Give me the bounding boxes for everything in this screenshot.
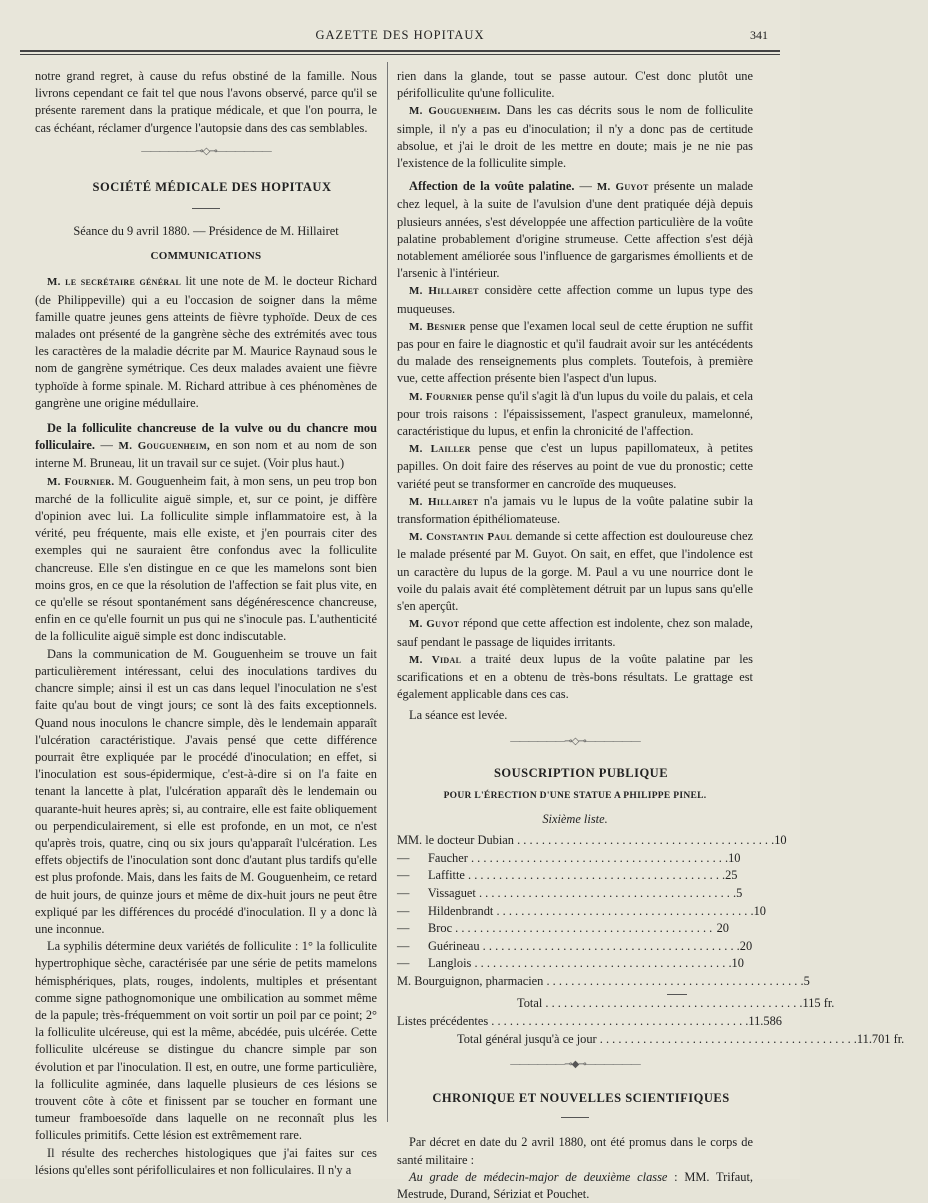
speaker-name: M. Fournier. (47, 475, 115, 488)
donor-amount: 10 (753, 903, 766, 918)
speaker-name: M. Guyot (596, 181, 649, 194)
paragraph-text: répond que cette affection est indolente, chez son malade, sauf pendant le passage de liquides irritants. (397, 616, 753, 649)
page-number: 341 (750, 28, 768, 42)
paragraph: La séance est levée. (409, 708, 508, 723)
donor-amount: 10 (728, 850, 741, 865)
previous-lists-row (397, 1013, 782, 1031)
speaker-name: M. Guyot (409, 618, 460, 631)
section-title: SOCIÉTÉ MÉDICALE DES HOPITAUX (92, 179, 332, 194)
left-column (35, 68, 377, 1179)
donor-name: — Faucher . . . (397, 850, 728, 868)
speaker-name: M. Constantin Paul (409, 531, 513, 544)
paragraph-text: pense que c'est un lupus papillomateux, à petites papilles. On doit faire des réserves au point de vue du pronostic; cette variété peut se transformer en cancroïde des muqueuses. (397, 441, 753, 491)
donor-name: — Vissaguet . . . (397, 885, 736, 903)
grand-total-label: Total général jusqu'à ce jour . . . (397, 1031, 857, 1049)
speaker-name: M. Fournier (409, 390, 473, 403)
subsection-heading: COMMUNICATIONS (150, 250, 262, 263)
donor-amount: 10 (774, 833, 787, 848)
paragraph (397, 282, 753, 317)
donor-row (397, 903, 766, 921)
column-divider (387, 62, 388, 1122)
donor-amount: 25 (725, 868, 738, 883)
speaker-name: M. le secrétaire général (47, 276, 182, 289)
speaker-name: M. Hillairet (409, 285, 479, 298)
right-column (397, 68, 905, 1203)
short-rule (192, 208, 220, 209)
paragraph: Dans la communication de M. Gouguenheim se trouve un fait particulièrement intéressant, celui des inoculations tardives du chancre simple; ainsi il est un cas dans lequel l'inoculation ne s'est faite qu'au bout de vingt jours; ce sont là des faits exceptionnels. Quand nous inoculons le chancre simple, dès le lendemain apparaît l'ulcération caractéristique. J'avais pensé que cette différence pourrait être expliquée par le procédé d'inoculation; en effet, si l'inoculation est sous-épidermique, c'est-à-dire si on l'a faite en tenant la lancette à plat, l'ulcération apparaît dès le lendemain ou quarante-huit heures après; si, au contraire, elle est faite obliquement ou perpendiculairement, si elle est profonde, en un mot, ce n'est qu'après trois, quatre, cinq ou six jours qu'apparaît l'ulcération. Les effets objectifs de l'inoculation sont donc d'autant plus tardifs qu'elle est plus profonde. Mais, dans les faits de M. Gouguenheim, ce retard de huit jours, de quinze jours et même de dix-huit jours ne peut être expliqué par les différences du procédé d'inoculation. Il y a donc là une inconnue. (35, 646, 377, 936)
ornament-divider: ——————⊸◇⊸—————— (510, 735, 640, 747)
donor-name: — Guérineau . . . (397, 938, 740, 956)
paragraph: La syphilis détermine deux variétés de folliculite : 1° la folliculite hypertrophique sèche, caractérisée par une série de petits mamelons hémisphériques, plats, rouges, indolents, multiples et présentant comme signe pathognomonique une ombilication au sommet même de la papule; très-fréquemment on voit sortir un poil par ce point; 2° la folliculite ulcéreuse, qui est la même, abcédée, puis ulcérée. Cette folliculite ulcéreuse se distingue du chancre simple par son évolution et par l'inoculation. Il est, en outre, une forme particulière, la folliculite agminée, dans laquelle plusieurs de ces lésions se trouvent côte à côte et finissent par se toucher en formant une tumeur framboesoïde dans laquelle on ne reconnaît plus les follicules primitifs. Cette lésion est extrêmement rare. (35, 939, 377, 1143)
grand-total-row (397, 1031, 905, 1049)
paragraph (397, 318, 753, 388)
paragraph-text: lit une note de M. le docteur Richard (de Philippeville) qui a eu l'occasion de soigner dans la même famille quatre jeunes gens atteints de fièvre typhoïde. Deux de ces malades ont présenté de la gangrène sèche des extrémités avec tous les caractères de la maladie décrite par M. Maurice Raynaud sous le nom de gangrène symétrique. Ces deux malades avaient une fièvre typhoïde à forme spinale. M. Richard attribue à ces phénomènes de gangrène une origine médullaire. (35, 274, 377, 410)
donor-row (397, 938, 753, 956)
donor-amount: 10 (731, 956, 744, 971)
paragraph-text: M. Gouguenheim fait, à mon sens, un peu trop bon marché de la folliculite aiguë simple, et, sur ce point, je diffère d'opinion avec lui. La folliculite simple inflammatoire est, à la vérité, peu fréquente, mais elle existe, et j'en pourrais citer des exemples qui ne sauraient être confondus avec la folliculite chancreuse. Elle s'en distingue en ce que les mamelons sont bien moins gros, en ce que la résolution de l'affection se fait plus vite, en ce qu'elle se résout spontanément sans dégénérescence chancreuse, enfin en ce qu'elle fournit un pus qui ne s'inocule pas. L'authenticité de la folliculite aiguë simple est donc indiscutable. (35, 473, 377, 644)
total-label: Total . . . (397, 995, 803, 1013)
paragraph-text: pense qu'il s'agit là d'un lupus du voile du palais, et cela pour trois raisons : l'épaississement, l'aspect granuleux, mamelonné, caractéristique du lupus, et enfin la chronicité de l'affection. (397, 388, 753, 439)
speaker-name: M. Gouguenheim, (118, 440, 211, 453)
paragraph-text: considère cette affection comme un lupus type des muqueuses. (397, 283, 753, 316)
donor-row (397, 850, 753, 868)
topic-title: De la folliculite chancreuse de la vulve ou du chancre mou folliculaire. (35, 421, 377, 453)
paragraph: Affection de la voûte palatine. — M. Guyot présente un malade chez lequel, à la suite de l'avulsion d'une dent pratiquée déjà depuis plusieurs années, s'est développée une affection particulière de la voûte palatine probablement d'origine strumeuse. Cette affection s'est déjà notablement améliorée sous l'influence de gargarismes émollients et de l'arsenic à l'intérieur. (397, 179, 754, 281)
donor-name: M. Bourguignon, pharmacien . . . (397, 973, 804, 991)
paragraph (397, 528, 753, 615)
paragraph-text: Dans les cas décrits sous le nom de folliculite simple, il n'y a pas eu d'inoculation; il n'y a donc pas de certitude absolue, et j'ai le droit de les mettre en doute; mais je ne nie pas l'existence de la folliculite simple. (397, 103, 753, 171)
previous-lists-value: 11.586 (748, 1014, 782, 1029)
ornament-divider: ——————⊸◇⊸—————— (141, 145, 271, 157)
speaker-name: M. Besnier (409, 320, 466, 333)
short-rule (561, 1117, 589, 1118)
donor-row (397, 920, 753, 938)
paragraph-text: pense que l'examen local seul de cette éruption ne suffit pas pour en faire le diagnostic et qu'il faudrait avoir sur les antécédents du malade des renseignements plus complets. Toutefois, à première vue, cette affection présente bien l'aspect d'un lupus. (397, 318, 753, 386)
paragraph (397, 440, 753, 493)
speaker-name: M. Lailler (409, 443, 471, 456)
donor-name: — Hildenbrandt . . . (397, 903, 754, 921)
paragraph-text: a traité deux lupus de la voûte palatine par les scarifications et en a obtenu de très-bons résultats. Le grattage est également applicable dans ces cas. (397, 651, 754, 702)
donor-list (397, 832, 810, 990)
paragraph (35, 473, 377, 646)
grade-lead: Au grade de médecin-major de deuxième classe (409, 1169, 668, 1184)
donor-name: — Broc . . . (397, 920, 712, 938)
donor-name: — Laffitte . . . (397, 867, 725, 885)
paragraph (397, 651, 753, 704)
donor-amount: 5 (736, 885, 743, 900)
donor-amount: 20 (716, 921, 729, 936)
paragraph-text: : MM. Trifaut, Mestrude, Durand, Sériziat et Pouchet. (397, 1169, 754, 1202)
donor-amount: 20 (739, 938, 753, 953)
donor-name: — Langlois . . . (397, 955, 732, 973)
speaker-name: M. Vidal (409, 653, 462, 666)
previous-lists-label: Listes précédentes . . . (397, 1013, 748, 1031)
page-header (20, 28, 780, 48)
donor-row (397, 885, 753, 903)
donor-row (397, 867, 753, 885)
ornament-divider: ——————⊸◆⊸—————— (510, 1059, 640, 1071)
donor-row (397, 955, 753, 973)
list-heading: Sixième liste. (542, 811, 608, 826)
paragraph-text: n'a jamais vu le lupus de la voûte palatine subir la transformation épithéliomateuse. (397, 493, 753, 527)
paragraph-text: en son nom et au nom de son interne M. Bruneau, lit un travail sur ce sujet. (Voir plus haut.) (35, 438, 377, 471)
donor-row (397, 973, 810, 991)
donor-row (397, 832, 787, 850)
total-value: 115 fr. (802, 996, 835, 1011)
speaker-name: M. Gouguenheim. (409, 105, 501, 118)
grand-total-value: 11.701 fr. (856, 1031, 905, 1046)
paragraph (397, 102, 753, 172)
speaker-name: M. Hillairet (409, 495, 479, 508)
topic-title: Affection de la voûte palatine. (409, 179, 575, 194)
paragraph (35, 273, 377, 412)
subscription-title: SOUSCRIPTION PUBLIQUE (493, 765, 669, 780)
subscription-subtitle: POUR L'ÉRECTION D'UNE STATUE A PHILIPPE PINEL. (443, 790, 707, 801)
paragraph: rien dans la glande, tout se passe autour. C'est donc plutôt une périfolliculite qu'une folliculite. (397, 69, 753, 101)
paragraph-text: présente un malade chez lequel, à la suite de l'avulsion d'une dent pratiquée déjà depuis plusieurs années, s'est développée une affection particulière de la voûte palatine probablement d'origine strumeuse. Cette affection s'est déjà notablement améliorée sous l'influence de gargarismes émollients et de l'arsenic à l'intérieur. (397, 179, 754, 281)
paragraph (397, 1169, 753, 1203)
paragraph (397, 493, 753, 528)
paragraph: notre grand regret, à cause du refus obstiné de la famille. Nous livrons cependant ce fait tel que nous l'avons observé, parce qu'il se présente rarement dans la pratique médicale, et que l'on pourra, le cas échéant, réclamer d'urgence l'autopsie dans des cas semblables. (35, 69, 377, 135)
total-row (397, 995, 835, 1013)
seance-line: Séance du 9 avril 1880. — Présidence de M. Hillairet (73, 224, 339, 239)
paragraph: De la folliculite chancreuse de la vulve ou du chancre mou folliculaire. — M. Gouguenheim, en son nom et au nom de son interne M. Bruneau, lit un travail sur ce sujet. (Voir plus haut.) (35, 421, 377, 471)
donor-name: MM. le docteur Dubian . . . (397, 832, 774, 850)
paragraph-text: demande si cette affection est douloureuse chez le malade présenté par M. Guyot. On sait, en effet, que l'indolence est un caractère du lupus de la gorge. M. Paul a vu une nourrice dont le voile du palais avait été complètement détruit par un lupus sans qu'elle s'en aperçût. (397, 529, 753, 614)
paragraph (397, 388, 753, 441)
donor-amount: 5 (803, 973, 810, 988)
header-rule (20, 50, 780, 55)
chronicle-title: CHRONIQUE ET NOUVELLES SCIENTIFIQUES (432, 1091, 730, 1106)
paragraph (397, 615, 753, 650)
paragraph: Par décret en date du 2 avril 1880, ont été promus dans le corps de santé militaire : (397, 1135, 753, 1167)
paragraph: Il résulte des recherches histologiques que j'ai faites sur ces lésions qu'elles sont périfolliculaires et non folliculaires. Il n'y a (35, 1145, 377, 1177)
journal-title: GAZETTE DES HOPITAUX (315, 28, 485, 42)
